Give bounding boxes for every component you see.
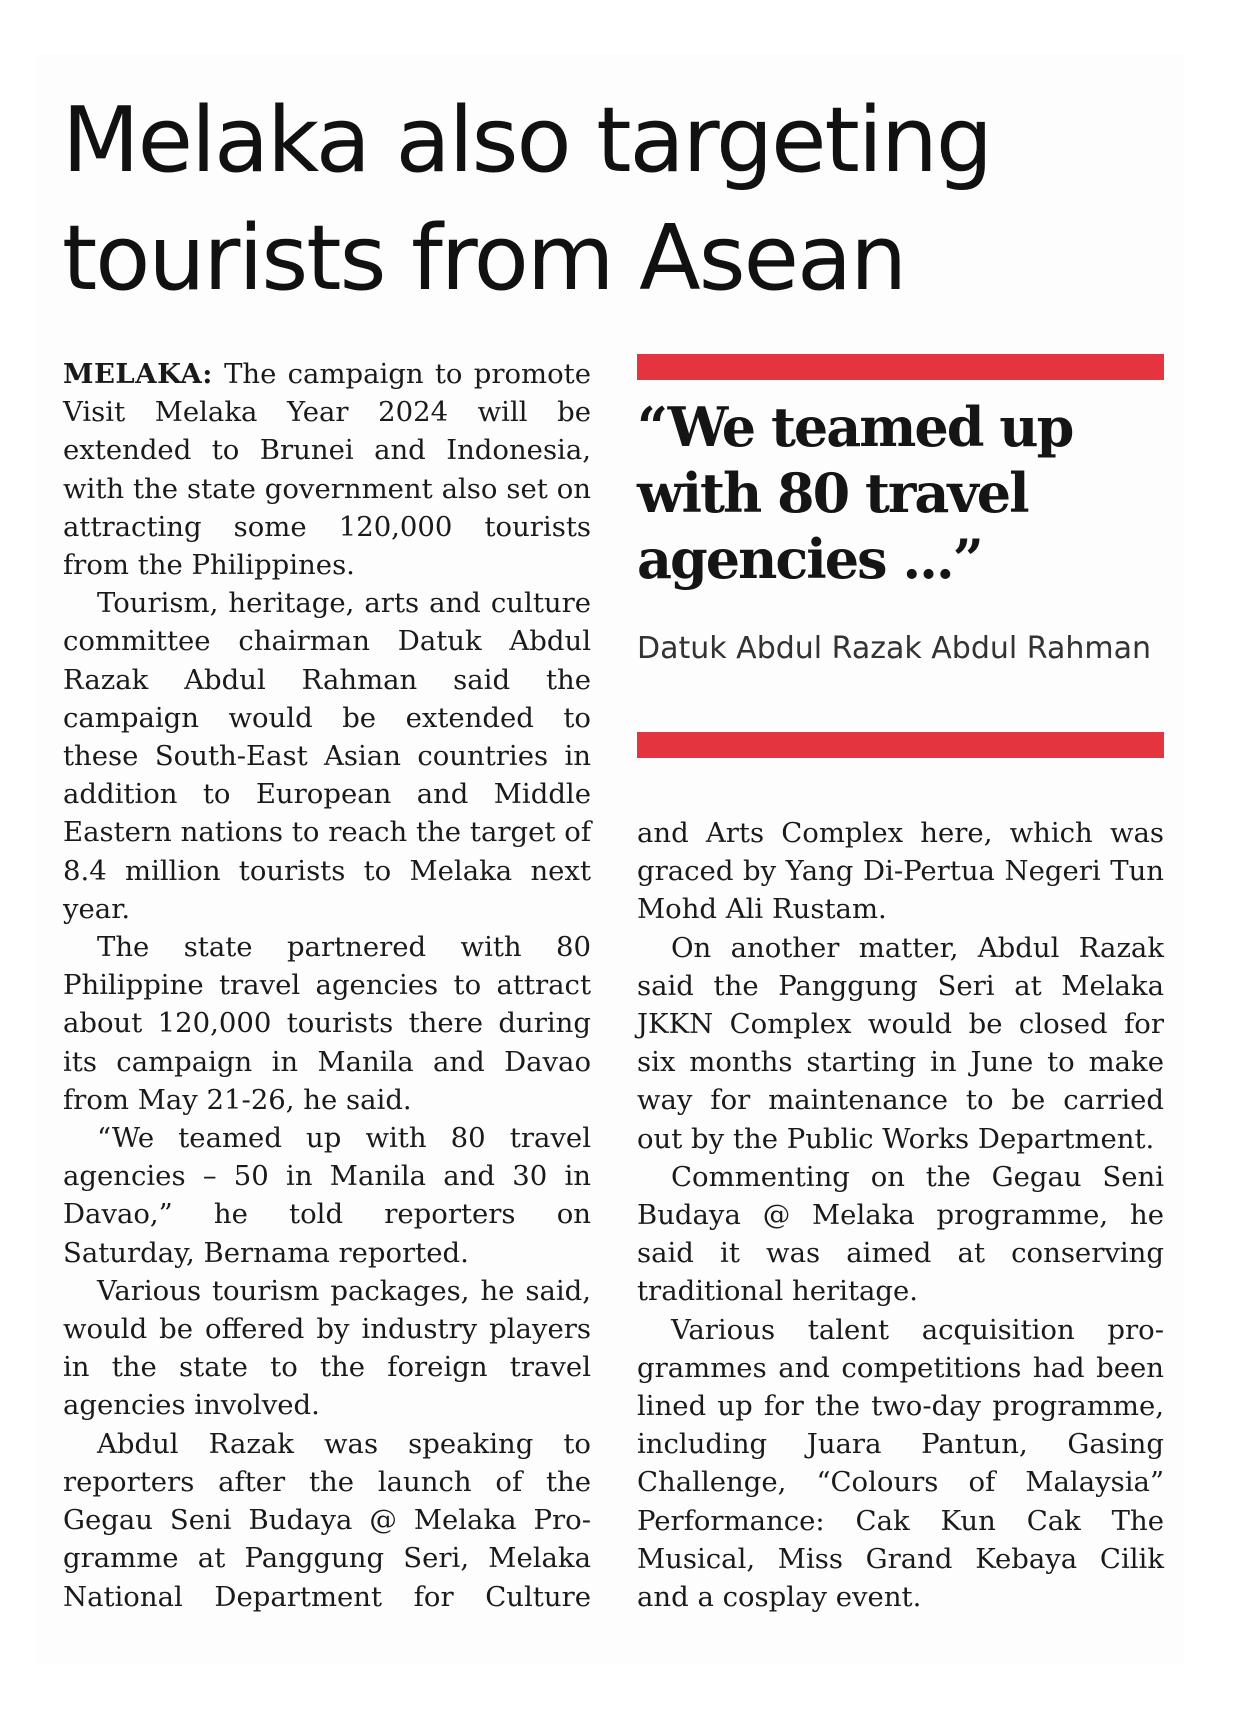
pull-quote: “We teamed up with 80 travel agencies ...”	[637, 395, 1073, 591]
news-clipping	[36, 54, 1184, 1664]
dateline: MELAKA:	[63, 358, 213, 390]
paragraph: The state partnered with 80 Philippine travel agencies to attract about 120,000 tourists there during its campaign in Manila and Davao from May 21-26, he said.	[63, 931, 591, 1116]
column-left	[63, 355, 591, 1616]
paragraph: Commenting on the Gegau Seni Budaya @ Melaka programme, he said it was aimed at conserving traditional heritage.	[637, 1160, 1164, 1308]
paragraph: Various talent acquisition programmes and competitions had been lined up for the two-day programme, including Juara Pantun, Gasing Challenge, “Colours of Malaysia” Performance: Cak Kun Cak The Musical, Miss Grand Kebaya Cilik and a cosplay event.	[637, 1313, 1164, 1614]
lead-paragraph	[63, 355, 591, 584]
column-right	[637, 814, 1164, 1616]
pull-quote-bottom-rule	[637, 732, 1164, 758]
paragraph: “We teamed up with 80 travel agencies – 50 in Manila and 30 in Davao,” he told reporters on Saturday, Bernama reported.	[63, 1122, 591, 1269]
paragraph: Various tourism packages, he said, would be offered by industry players in the state to the foreign travel agencies involved.	[63, 1274, 591, 1422]
paragraph-continuation: and Arts Complex here, which was graced by Yang Di-Pertua Negeri Tun Mohd Ali Rustam.	[637, 817, 1164, 926]
paragraph: Abdul Razak was speaking to reporters after the launch of the Gegau Seni Budaya @ Melaka Programme at Panggung Seri, Melaka National Department for Culture	[63, 1427, 591, 1613]
pull-quote-top-rule	[637, 354, 1164, 380]
headline: Melaka also targeting tourists from Asean	[62, 88, 992, 311]
paragraph: On another matter, Abdul Razak said the Panggung Seri at Melaka JKKN Complex would be closed for six months starting in June to make way for maintenance to be carried out by the Public Works Department.	[637, 931, 1164, 1155]
pull-quote-attribution: Datuk Abdul Razak Abdul Rahman	[637, 631, 1151, 666]
paragraph: Tourism, heritage, arts and culture committee chairman Datuk Abdul Razak Abdul Rahman said the campaign would be extended to these South-East Asian countries in addition to European and Middle Eastern nations to reach the target of 8.4 million tourists to Melaka next year.	[63, 587, 591, 925]
paragraph-text: The campaign to promote Visit Melaka Year 2024 will be extended to Brunei and Indonesia, with the state government also set on attracting some 120,000 tourists from the Philippines.	[63, 358, 591, 582]
